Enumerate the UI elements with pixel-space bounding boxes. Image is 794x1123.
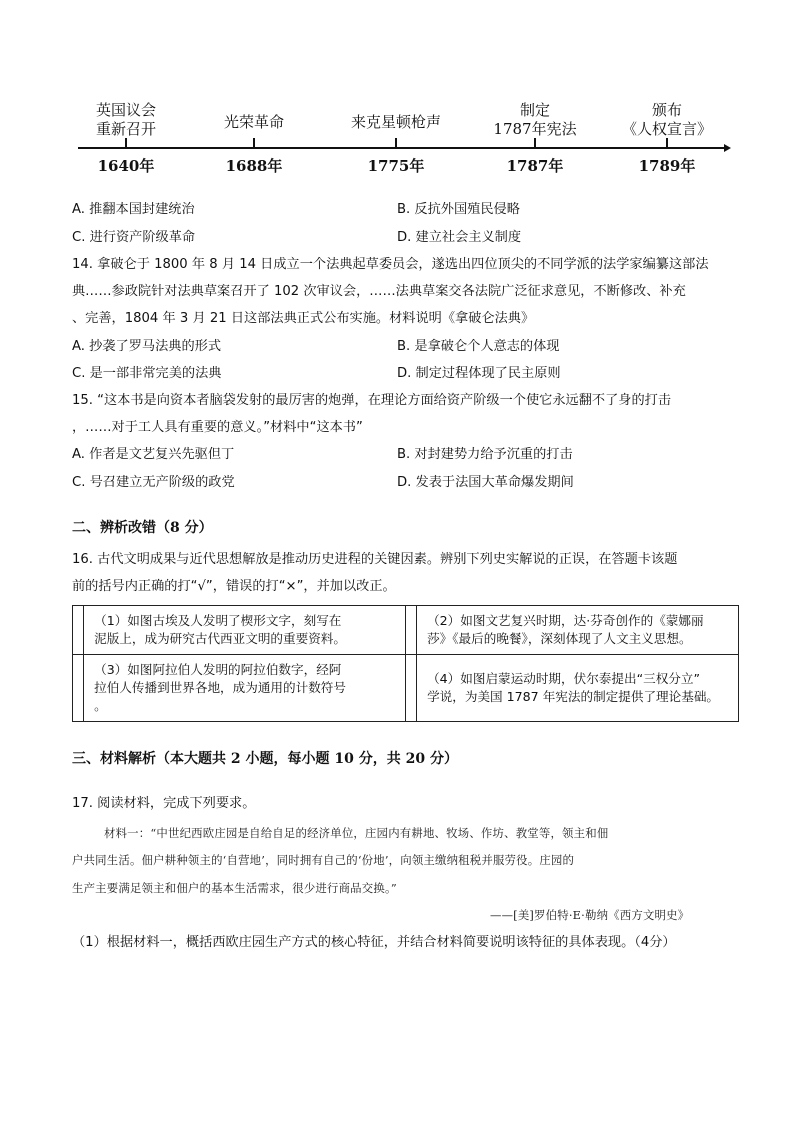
q16-stem-line: 16. 古代文明成果与近代思想解放是推动历史进程的关键因素。辨别下列史实解说的正误，在答题卡该题	[72, 552, 678, 567]
q14-option-a: A. 抄袭了罗马法典的形式	[72, 339, 222, 354]
timeline-event-label: 颁布 《人权宣言》	[621, 101, 712, 138]
material-source: ——[美]罗伯特·E·勒纳《西方文明史》	[490, 908, 690, 922]
timeline	[0, 0, 794, 185]
timeline-year: 1787年	[506, 157, 564, 175]
timeline-event-label: 英国议会 重新召开	[95, 101, 156, 138]
q15-option-d: D. 发表于法国大革命爆发期间	[397, 475, 574, 490]
statement-cell-3: （3）如图阿拉伯人发明的阿拉伯数字，经阿 拉伯人传播到世界各地，成为通用的计数符号 。	[84, 655, 406, 722]
material-line: 材料一：“中世纪西欧庄园是自给自足的经济单位，庄园内有耕地、牧场、作坊、教堂等，领主和佃	[104, 826, 609, 840]
timeline-event-label: 制定 1787年宪法	[493, 101, 577, 138]
q16-statement-table	[72, 605, 739, 722]
timeline-year: 1640年	[97, 157, 155, 175]
section-3-heading: 三、材料解析（本大题共 2 小题，每小题 10 分，共 20 分）	[72, 751, 458, 767]
statement-cell-2: （2）如图文艺复兴时期，达·芬奇创作的《蒙娜丽 莎》《最后的晚餐》，深刻体现了人文主义思想。	[417, 606, 739, 655]
section-2-heading: 二、辨析改错（8 分）	[72, 520, 213, 536]
q14-stem-line: 14. 拿破仑于 1800 年 8 月 14 日成立一个法典起草委员会，遂选出四位顶尖的不同学派的法学家编纂这部法	[72, 257, 709, 272]
q15-option-b: B. 对封建势力给予沉重的打击	[397, 447, 573, 462]
q13-option-c: C. 进行资产阶级革命	[72, 230, 196, 245]
material-line: 生产主要满足领主和佃户的基本生活需求，很少进行商品交换。”	[72, 881, 397, 895]
q17-sub-question-1: （1）根据材料一，概括西欧庄园生产方式的核心特征，并结合材料简要说明该特征的具体表现。（4分）	[72, 935, 676, 950]
answer-bracket-cell[interactable]	[73, 606, 84, 655]
material-line: 户共同生活。佃户耕种领主的‘自营地’，同时拥有自己的‘份地’，向领主缴纳租税并服劳役。庄园的	[72, 853, 575, 867]
q15-option-c: C. 号召建立无产阶级的政党	[72, 475, 235, 490]
statement-cell-1: （1）如图古埃及人发明了楔形文字，刻写在 泥版上，成为研究古代西亚文明的重要资料。	[84, 606, 406, 655]
q13-option-d: D. 建立社会主义制度	[397, 230, 522, 245]
answer-bracket-cell[interactable]	[73, 655, 84, 722]
statement-cell-4: （4）如图启蒙运动时期，伏尔泰提出“三权分立” 学说，为美国 1787 年宪法的制定提供了理论基础。	[417, 655, 739, 722]
q13-option-a: A. 推翻本国封建统治	[72, 202, 195, 217]
timeline-event-label: 光荣革命	[223, 113, 284, 131]
q15-option-a: A. 作者是文艺复兴先驱但丁	[72, 447, 235, 462]
timeline-year: 1775年	[367, 157, 425, 175]
q13-option-b: B. 反抗外国殖民侵略	[397, 202, 520, 217]
answer-bracket-cell[interactable]	[405, 606, 416, 655]
q15-stem-line: 15. “这本书是向资本者脑袋发射的最厉害的炮弹，在理论方面给资产阶级一个使它永远翻不了身的打击	[72, 393, 672, 408]
q14-stem-line: 典……参政院针对法典草案召开了 102 次审议会，……法典草案交各法院广泛征求意见，不断修改、补充	[72, 284, 686, 299]
q14-stem-line: 、完善，1804 年 3 月 21 日这部法典正式公布实施。材料说明《拿破仑法典》	[72, 311, 535, 326]
timeline-year: 1789年	[638, 157, 696, 175]
table-row	[73, 655, 739, 722]
q14-option-b: B. 是拿破仑个人意志的体现	[397, 339, 560, 354]
q17-intro: 17. 阅读材料，完成下列要求。	[72, 796, 256, 811]
answer-bracket-cell[interactable]	[405, 655, 416, 722]
table-row	[73, 606, 739, 655]
q14-option-d: D. 制定过程体现了民主原则	[397, 366, 561, 381]
timeline-event-label: 来克星顿枪声	[350, 113, 441, 131]
timeline-year: 1688年	[225, 157, 283, 175]
q14-option-c: C. 是一部非常完美的法典	[72, 366, 222, 381]
q16-stem-line: 前的括号内正确的打“√”，错误的打“×”，并加以改正。	[72, 579, 396, 594]
q15-stem-line: ，……对于工人具有重要的意义。”材料中“这本书”	[72, 420, 363, 435]
